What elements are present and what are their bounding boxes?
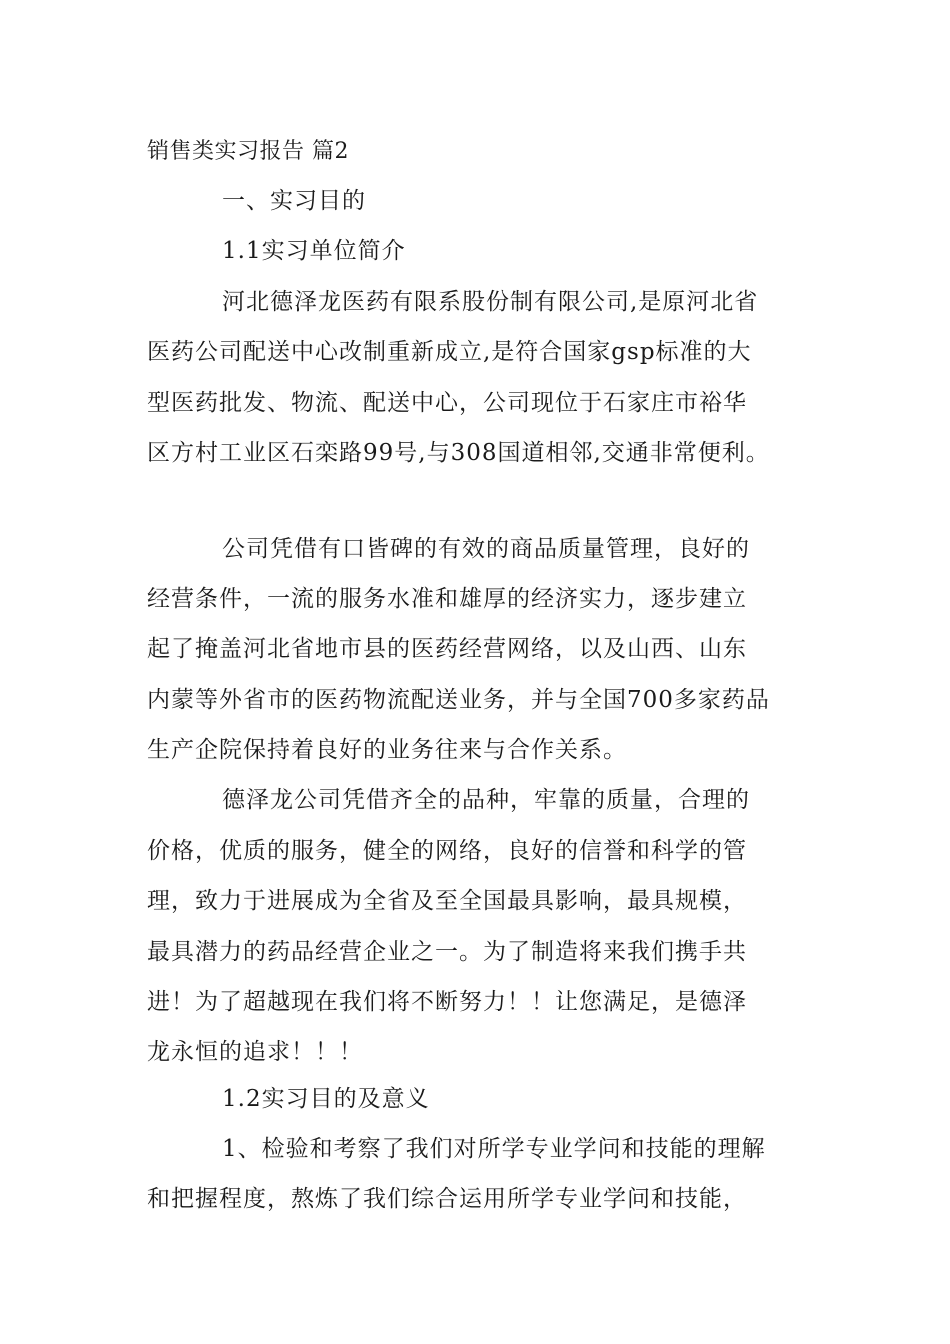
paragraph-line: 最具潜力的药品经营企业之一。为了制造将来我们携手共 bbox=[147, 939, 747, 965]
paragraph-line: 生产企院保持着良好的业务往来与合作关系。 bbox=[147, 737, 627, 763]
subsection-heading: 1.2实习目的及意义 bbox=[222, 1086, 430, 1112]
document-title: 销售类实习报告 篇2 bbox=[147, 139, 349, 164]
paragraph-line: 经营条件，一流的服务水准和雄厚的经济实力，逐步建立 bbox=[147, 586, 747, 612]
section-heading: 一、实习目的 bbox=[222, 188, 366, 214]
paragraph-line: 区方村工业区石栾路99号,与308国道相邻,交通非常便利。 bbox=[147, 440, 770, 466]
paragraph-line: 和把握程度，熬炼了我们综合运用所学专业学问和技能， bbox=[147, 1186, 747, 1212]
paragraph-line: 医药公司配送中心改制重新成立,是符合国家gsp标准的大 bbox=[147, 339, 752, 365]
paragraph-line: 公司凭借有口皆碑的有效的商品质量管理，良好的 bbox=[222, 536, 750, 562]
paragraph-line: 理，致力于进展成为全省及至全国最具影响，最具规模， bbox=[147, 888, 747, 914]
paragraph-line: 河北德泽龙医药有限系股份制有限公司,是原河北省 bbox=[222, 289, 759, 315]
paragraph-line: 进！为了超越现在我们将不断努力！！让您满足，是德泽 bbox=[147, 989, 747, 1015]
paragraph-line: 型医药批发、物流、配送中心，公司现位于石家庄市裕华 bbox=[147, 390, 747, 416]
subsection-heading: 1.1实习单位简介 bbox=[222, 238, 406, 264]
paragraph-line: 龙永恒的追求！！！ bbox=[147, 1039, 363, 1065]
paragraph-line: 价格，优质的服务，健全的网络，良好的信誉和科学的管 bbox=[147, 838, 747, 864]
paragraph-line: 1、检验和考察了我们对所学专业学问和技能的理解 bbox=[222, 1136, 766, 1162]
paragraph-line: 内蒙等外省市的医药物流配送业务，并与全国700多家药品 bbox=[147, 687, 770, 713]
paragraph-line: 起了掩盖河北省地市县的医药经营网络，以及山西、山东 bbox=[147, 636, 747, 662]
paragraph-line: 德泽龙公司凭借齐全的品种，牢靠的质量，合理的 bbox=[222, 787, 750, 813]
